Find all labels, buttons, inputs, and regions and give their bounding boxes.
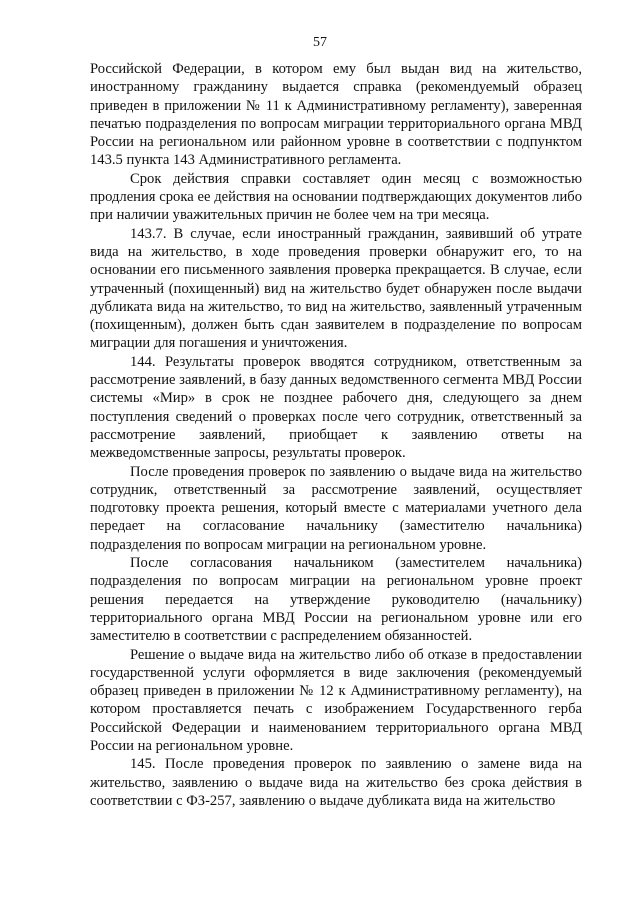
paragraph-continuation: Российской Федерации, в котором ему был выдан вид на жительство, иностранному гражданину выдается справка (рекомендуемый образец приведен в приложении № 11 к Административному регламенту), заверенная печатью подразделения по вопросам миграции территориального органа МВД России на региональном или районном уровне в соответствии с подпунктом 143.5 пункта 143 Административного регламента. xyxy=(90,61,582,169)
paragraph-145: 145. После проведения проверок по заявлению о замене вида на жительство, заявлению о выдаче вида на жительство без срока действия в соответствии с ФЗ-257, заявлению о выдаче дубликата вида на жительство xyxy=(90,756,582,809)
page-number: 57 xyxy=(313,35,327,50)
paragraph-143-7: 143.7. В случае, если иностранный гражданин, заявивший об утрате вида на жительство, в ходе проведения проверки обнаружит его, то на основании его письменного заявления проверка прекращается. В случае, если утраченный (похищенный) вид на жительство будет обнаружен после выдачи дубликата вида на жительство, то вид на жительство, заявленный утраченным (похищенным), должен быть сдан заявителем в подразделение по вопросам миграции для погашения и уничтожения. xyxy=(90,225,582,352)
paragraph-after-checks: После проведения проверок по заявлению о выдаче вида на жительство сотрудник, ответственный за рассмотрение заявлений, осуществляет подготовку проекта решения, который вместе с материалами учетного дела передает на согласование начальнику (заместителю начальника) подразделения по вопросам миграции на региональном уровне. xyxy=(90,463,582,553)
paragraph-decision: Решение о выдаче вида на жительство либо об отказе в предоставлении государственной услуги оформляется в виде заключения (рекомендуемый образец приведен в приложении № 12 к Административному регламенту), на котором проставляется печать с изображением Государственного герба Российской Федерации и наименованием территориального органа МВД России на региональном уровне. xyxy=(90,646,582,754)
paragraph-144: 144. Результаты проверок вводятся сотрудником, ответственным за рассмотрение заявлений, в базу данных ведомственного сегмента МВД России системы «Мир» в срок не позднее рабочего дня, следующего за днем поступления сведений о проверках после чего сотрудник, ответственный за рассмотрение заявлений, приобщает к заявлению ответы на межведомственные запросы, результаты проверок. xyxy=(90,353,582,462)
paragraph-certificate-validity: Срок действия справки составляет один месяц с возможностью продления срока ее действия на основании подтверждающих документов либо при наличии уважительных причин не более чем на три месяца. xyxy=(90,170,582,224)
document-body xyxy=(90,60,582,810)
paragraph-after-approval: После согласования начальником (заместителем начальника) подразделения по вопросам миграции на региональном уровне проект решения передается на утверждение руководителю (начальнику) территориального органа МВД России на региональном уровне или его заместителю в соответствии с распределением обязанностей. xyxy=(90,555,582,645)
